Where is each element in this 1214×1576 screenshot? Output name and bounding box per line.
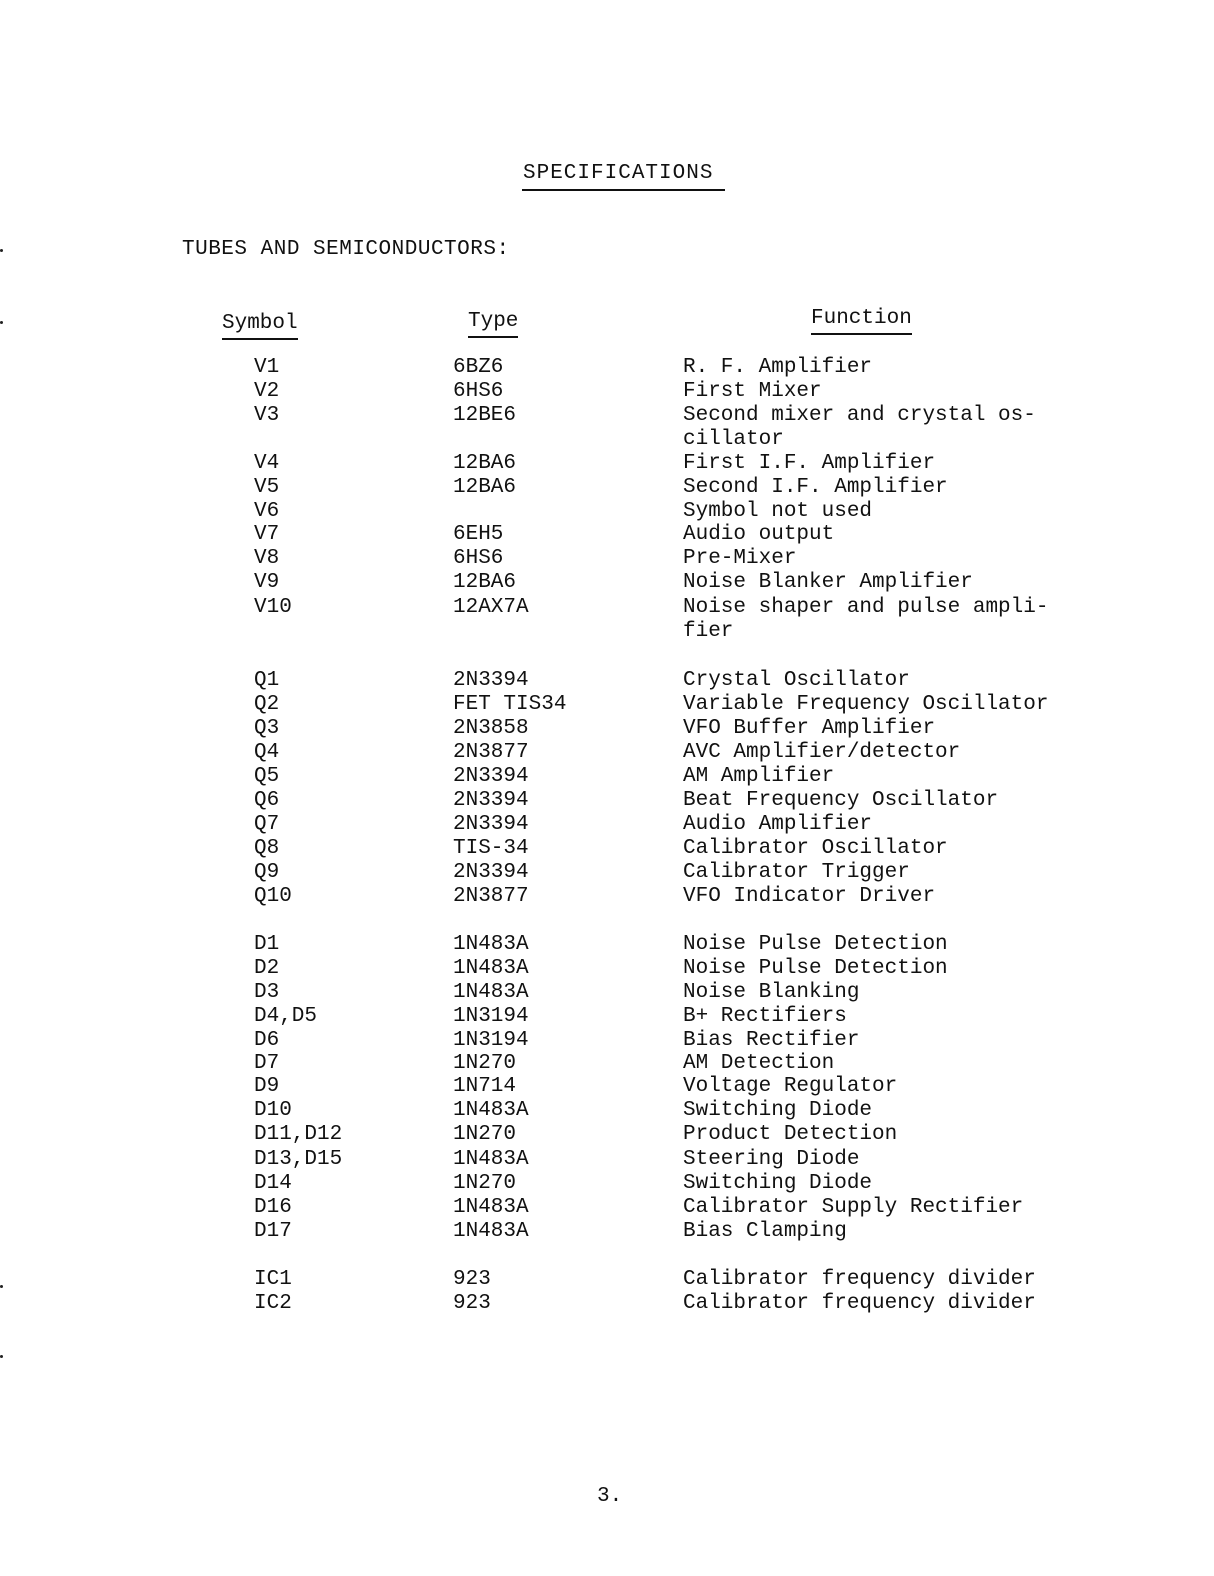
symbol-cell: Q7 (254, 813, 280, 836)
symbol-cell: D13,D15 (254, 1148, 343, 1171)
margin-hole-mark (0, 321, 3, 324)
function-cell: Crystal Oscillator (683, 669, 910, 692)
symbol-cell: Q6 (254, 789, 280, 812)
function-cell: VFO Indicator Driver (683, 885, 936, 908)
function-cell: Calibrator Trigger (683, 861, 910, 884)
symbol-cell: D11,D12 (254, 1123, 343, 1146)
type-cell: 1N270 (453, 1172, 517, 1195)
function-cell: Beat Frequency Oscillator (683, 789, 999, 812)
symbol-cell: V3 (254, 404, 280, 427)
column-header-type: Type (468, 309, 518, 338)
type-cell: 12BA6 (453, 452, 517, 475)
function-cell: Steering Diode (683, 1148, 860, 1171)
symbol-cell: D1 (254, 933, 280, 956)
function-cell: Noise Pulse Detection (683, 957, 948, 980)
type-cell: 1N3194 (453, 1029, 529, 1052)
type-cell: 1N483A (453, 1196, 529, 1219)
function-cell: Noise Pulse Detection (683, 933, 948, 956)
symbol-cell: V5 (254, 476, 280, 499)
margin-hole-mark (0, 1355, 3, 1358)
symbol-cell: V7 (254, 523, 280, 546)
type-cell: 1N483A (453, 933, 529, 956)
symbol-cell: Q9 (254, 861, 280, 884)
function-cell: Second mixer and crystal os- (683, 404, 1036, 427)
symbol-cell: D17 (254, 1220, 292, 1243)
symbol-cell: Q1 (254, 669, 280, 692)
function-cell: Switching Diode (683, 1172, 873, 1195)
type-cell: 2N3394 (453, 789, 529, 812)
function-cell: First Mixer (683, 380, 822, 403)
symbol-cell: V8 (254, 547, 280, 570)
type-cell: 2N3877 (453, 885, 529, 908)
function-cell: VFO Buffer Amplifier (683, 717, 936, 740)
function-cell: Bias Rectifier (683, 1029, 860, 1052)
type-cell: 923 (453, 1268, 491, 1291)
type-cell: 1N270 (453, 1052, 517, 1075)
type-cell: 2N3394 (453, 813, 529, 836)
margin-hole-mark (0, 249, 3, 252)
type-cell: 2N3394 (453, 861, 529, 884)
symbol-cell: Q4 (254, 741, 280, 764)
type-cell: 12BA6 (453, 571, 517, 594)
symbol-cell: V4 (254, 452, 280, 475)
type-cell: 1N483A (453, 1220, 529, 1243)
function-cell: Bias Clamping (683, 1220, 847, 1243)
symbol-cell: IC2 (254, 1292, 292, 1315)
type-cell: 6EH5 (453, 523, 504, 546)
function-cell: Second I.F. Amplifier (683, 476, 948, 499)
type-cell: 923 (453, 1292, 491, 1315)
symbol-cell: D7 (254, 1052, 280, 1075)
page-title: SPECIFICATIONS (523, 162, 714, 185)
symbol-cell: D4,D5 (254, 1005, 318, 1028)
type-cell: 1N714 (453, 1075, 517, 1098)
function-cell: R. F. Amplifier (683, 356, 873, 379)
function-cell: Calibrator frequency divider (683, 1268, 1036, 1291)
symbol-cell: D10 (254, 1099, 292, 1122)
function-cell: Calibrator Supply Rectifier (683, 1196, 1024, 1219)
type-cell: 6BZ6 (453, 356, 504, 379)
symbol-cell: V2 (254, 380, 280, 403)
symbol-cell: V1 (254, 356, 280, 379)
type-cell: 2N3858 (453, 717, 529, 740)
function-cell: Switching Diode (683, 1099, 873, 1122)
function-cell: fier (683, 620, 734, 643)
type-cell: 1N483A (453, 957, 529, 980)
function-cell: Pre-Mixer (683, 547, 797, 570)
function-cell: Calibrator frequency divider (683, 1292, 1036, 1315)
type-cell: 2N3394 (453, 669, 529, 692)
page-number: 3. (597, 1485, 623, 1508)
margin-hole-mark (0, 1285, 3, 1288)
type-cell: 12BA6 (453, 476, 517, 499)
symbol-cell: Q10 (254, 885, 292, 908)
type-cell: FET TIS34 (453, 693, 567, 716)
symbol-cell: V10 (254, 596, 292, 619)
symbol-cell: D6 (254, 1029, 280, 1052)
column-header-symbol: Symbol (222, 311, 298, 340)
type-cell: 1N270 (453, 1123, 517, 1146)
type-cell: 1N483A (453, 1148, 529, 1171)
function-cell: Noise Blanker Amplifier (683, 571, 973, 594)
column-header-function: Function (811, 306, 912, 335)
type-cell: 12BE6 (453, 404, 517, 427)
type-cell: 6HS6 (453, 547, 504, 570)
type-cell: 1N483A (453, 1099, 529, 1122)
function-cell: cillator (683, 428, 784, 451)
symbol-cell: Q8 (254, 837, 280, 860)
function-cell: AVC Amplifier/detector (683, 741, 961, 764)
symbol-cell: IC1 (254, 1268, 292, 1291)
function-cell: Calibrator Oscillator (683, 837, 948, 860)
function-cell: Noise Blanking (683, 981, 860, 1004)
function-cell: Symbol not used (683, 500, 873, 523)
function-cell: Variable Frequency Oscillator (683, 693, 1049, 716)
type-cell: 2N3877 (453, 741, 529, 764)
type-cell: 12AX7A (453, 596, 529, 619)
type-cell: TIS-34 (453, 837, 529, 860)
symbol-cell: Q3 (254, 717, 280, 740)
symbol-cell: D9 (254, 1075, 280, 1098)
type-cell: 2N3394 (453, 765, 529, 788)
symbol-cell: D2 (254, 957, 280, 980)
function-cell: Audio Amplifier (683, 813, 873, 836)
symbol-cell: D14 (254, 1172, 292, 1195)
symbol-cell: V6 (254, 500, 280, 523)
function-cell: First I.F. Amplifier (683, 452, 936, 475)
function-cell: AM Amplifier (683, 765, 835, 788)
symbol-cell: Q5 (254, 765, 280, 788)
symbol-cell: D3 (254, 981, 280, 1004)
function-cell: Product Detection (683, 1123, 898, 1146)
symbol-cell: V9 (254, 571, 280, 594)
function-cell: Voltage Regulator (683, 1075, 898, 1098)
function-cell: Audio output (683, 523, 835, 546)
type-cell: 1N483A (453, 981, 529, 1004)
type-cell: 1N3194 (453, 1005, 529, 1028)
function-cell: B+ Rectifiers (683, 1005, 847, 1028)
type-cell: 6HS6 (453, 380, 504, 403)
section-heading: TUBES AND SEMICONDUCTORS: (182, 238, 510, 261)
function-cell: AM Detection (683, 1052, 835, 1075)
function-cell: Noise shaper and pulse ampli- (683, 596, 1049, 619)
symbol-cell: D16 (254, 1196, 292, 1219)
symbol-cell: Q2 (254, 693, 280, 716)
